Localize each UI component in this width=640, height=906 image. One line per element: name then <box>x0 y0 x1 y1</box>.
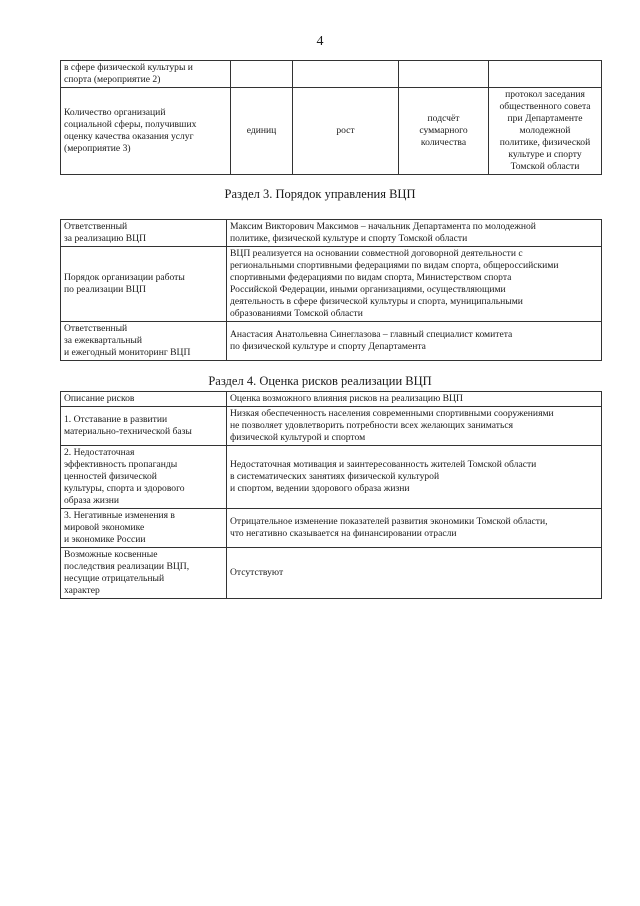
indicator-cell <box>61 61 231 88</box>
management-table-body <box>61 220 602 361</box>
risks-header-col1: Описание рисков <box>61 392 227 407</box>
label-cell <box>61 446 227 509</box>
source-cell-line: молодежной <box>519 125 571 136</box>
risks-table <box>60 391 602 599</box>
risks-table-body <box>61 392 602 599</box>
label-cell <box>61 548 227 599</box>
table-row <box>61 548 602 599</box>
label-cell-line: материально-технической базы <box>64 426 192 437</box>
indicator-cell <box>61 88 231 175</box>
value-cell-line: образованиями Томской области <box>230 308 363 319</box>
label-cell-line: и экономике России <box>64 534 146 545</box>
value-cell-line: ВЦП реализуется на основании совместной договорной деятельности с <box>230 248 523 259</box>
indicator-cell-line: спорта (мероприятие 2) <box>64 74 161 85</box>
unit-cell <box>231 61 293 88</box>
value-cell <box>227 407 602 446</box>
source-cell <box>489 88 602 175</box>
value-cell-line: Отрицательное изменение показателей развития экономики Томской области, <box>230 516 548 527</box>
source-cell-line: Томской области <box>510 161 580 172</box>
label-cell-line: по реализации ВЦП <box>64 284 146 295</box>
label-cell-line: ценностей физической <box>64 471 157 482</box>
value-cell-line: не позволяет удовлетворить потребности всех желающих заниматься <box>230 420 514 431</box>
page-number: 4 <box>316 34 324 49</box>
indicator-cell-line: (мероприятие 3) <box>64 143 131 154</box>
method-cell <box>399 61 489 88</box>
source-cell <box>489 61 602 88</box>
indicator-cell-line: социальной сферы, получивших <box>64 119 197 130</box>
indicators-table-body <box>61 61 602 175</box>
table-row <box>61 509 602 548</box>
table-row <box>61 446 602 509</box>
value-cell <box>227 322 602 361</box>
label-cell-line: Порядок организации работы <box>64 272 185 283</box>
value-cell-line: в систематических занятиях физической культурой <box>230 471 440 482</box>
trend-cell <box>293 61 399 88</box>
method-cell-line: суммарного <box>419 125 468 136</box>
source-cell-line: общественного совета <box>499 101 591 112</box>
label-cell-line: эффективность пропаганды <box>64 459 178 470</box>
method-cell-line: количества <box>420 137 467 148</box>
value-cell-line: Максим Викторович Максимов – начальник Департамента по молодежной <box>230 221 536 232</box>
indicator-cell-line: в сфере физической культуры и <box>64 62 193 73</box>
label-cell-line: за реализацию ВЦП <box>64 233 147 244</box>
value-cell <box>227 509 602 548</box>
label-cell-line: 2. Недостаточная <box>64 447 135 458</box>
value-cell-line: спортивными федерациями по видам спорта, Министерством спорта <box>230 272 512 283</box>
label-cell-line: Возможные косвенные <box>64 549 158 560</box>
label-cell-line: Ответственный <box>64 323 128 334</box>
value-cell-line: по физической культуре и спорту Департамента <box>230 341 426 352</box>
label-cell-line: мировой экономике <box>64 522 145 533</box>
label-cell <box>61 322 227 361</box>
label-cell-line: характер <box>64 585 100 596</box>
table-row <box>61 247 602 322</box>
source-cell-line: культуре и спорту <box>508 149 582 160</box>
label-cell-line: и ежегодный мониторинг ВЦП <box>64 347 191 358</box>
value-cell-line: Анастасия Анатольевна Синеглазова – главный специалист комитета <box>230 329 513 340</box>
table-row <box>61 88 602 175</box>
indicator-cell-line: оценку качества оказания услуг <box>64 131 194 142</box>
label-cell-line: за ежеквартальный <box>64 335 142 346</box>
value-cell-line: что негативно сказывается на финансировании отрасли <box>230 528 457 539</box>
label-cell <box>61 509 227 548</box>
risks-table-header <box>61 392 602 407</box>
method-cell-line: подсчёт <box>427 113 460 124</box>
section-4-heading: Раздел 4. Оценка рисков реализации ВЦП <box>208 374 432 388</box>
source-cell-line: протокол заседания <box>505 89 585 100</box>
value-cell-line: Недостаточная мотивация и заинтересованность жителей Томской области <box>230 459 537 470</box>
trend-cell: рост <box>293 88 399 175</box>
label-cell-line: несущие отрицательный <box>64 573 165 584</box>
table-row <box>61 61 602 88</box>
value-cell <box>227 548 602 599</box>
label-cell-line: Ответственный <box>64 221 128 232</box>
table-row <box>61 220 602 247</box>
method-cell <box>399 88 489 175</box>
value-cell-line: Отсутствуют <box>230 567 284 578</box>
value-cell-line: региональными спортивными федерациями по видам спорта, общероссийскими <box>230 260 559 271</box>
risks-header-col2: Оценка возможного влияния рисков на реализацию ВЦП <box>227 392 602 407</box>
indicators-table <box>60 60 602 175</box>
value-cell-line: Российской Федерации, иными организациями, осуществляющими <box>230 284 506 295</box>
value-cell-line: и спортом, ведении здорового образа жизни <box>230 483 410 494</box>
value-cell-line: политике, физической культуре и спорту Томской области <box>230 233 468 244</box>
label-cell-line: последствия реализации ВЦП, <box>64 561 190 572</box>
value-cell <box>227 220 602 247</box>
unit-cell: единиц <box>231 88 293 175</box>
value-cell <box>227 247 602 322</box>
table-row <box>61 322 602 361</box>
label-cell <box>61 407 227 446</box>
section-3-heading: Раздел 3. Порядок управления ВЦП <box>224 187 416 201</box>
value-cell-line: Низкая обеспеченность населения современными спортивными сооружениями <box>230 408 554 419</box>
label-cell <box>61 247 227 322</box>
label-cell-line: культуры, спорта и здорового <box>64 483 185 494</box>
value-cell <box>227 446 602 509</box>
label-cell-line: образа жизни <box>64 495 120 506</box>
management-table <box>60 219 602 361</box>
label-cell <box>61 220 227 247</box>
source-cell-line: при Департаменте <box>507 113 583 124</box>
value-cell-line: физической культурой и спортом <box>230 432 366 443</box>
indicator-cell-line: Количество организаций <box>64 107 166 118</box>
label-cell-line: 1. Отставание в развитии <box>64 414 168 425</box>
label-cell-line: 3. Негативные изменения в <box>64 510 175 521</box>
value-cell-line: деятельность в сфере физической культуры и спорта, муниципальными <box>230 296 523 307</box>
table-row <box>61 407 602 446</box>
source-cell-line: политике, физической <box>499 137 591 148</box>
